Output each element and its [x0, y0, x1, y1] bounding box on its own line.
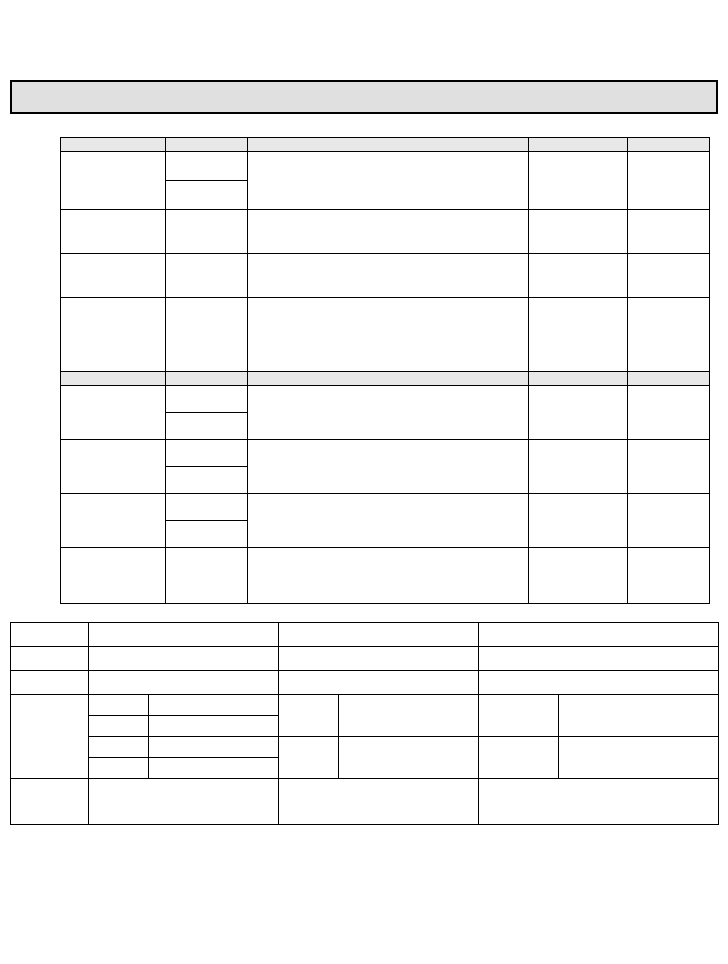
contact-row — [14, 921, 714, 933]
hotel-name-2 — [279, 623, 479, 647]
hotel-name-row — [11, 623, 719, 647]
price3-value — [559, 737, 719, 779]
price1-period — [89, 695, 149, 716]
route-price-table — [60, 137, 710, 604]
meals-row — [11, 779, 719, 825]
price-row — [11, 737, 719, 758]
col-meals-2 — [627, 372, 710, 386]
price1-period — [89, 737, 149, 758]
price-cell — [165, 494, 248, 548]
meals-cell — [627, 254, 710, 298]
spots-cell — [248, 254, 529, 298]
header — [0, 0, 728, 82]
meals-cell — [627, 210, 710, 254]
lodging-cell — [528, 548, 627, 604]
table-row — [61, 548, 710, 604]
route-cell — [61, 548, 166, 604]
col-route — [61, 138, 166, 152]
spots-cell — [248, 386, 529, 440]
hotel-type-3 — [479, 647, 719, 671]
hotel-name-3 — [479, 623, 719, 647]
hotel-name-1 — [89, 623, 279, 647]
col-spots-2 — [248, 372, 529, 386]
price-cell — [165, 440, 248, 494]
contact-list — [14, 884, 714, 958]
meals-cell — [627, 548, 710, 604]
spots-cell — [248, 298, 529, 372]
price1-period — [89, 758, 149, 779]
price1-value — [149, 695, 279, 716]
price3-period — [479, 737, 559, 779]
price3-value — [559, 695, 719, 737]
route-cell — [61, 210, 166, 254]
lodging-cell — [528, 152, 627, 210]
spots-cell — [248, 494, 529, 548]
price2-period — [279, 737, 339, 779]
room-type-row — [11, 671, 719, 695]
contact-row — [14, 884, 714, 896]
table-row — [61, 254, 710, 298]
contact-row — [14, 933, 714, 945]
spots-cell — [248, 152, 529, 210]
lodging-cell — [528, 440, 627, 494]
meals-cell — [627, 494, 710, 548]
lodging-cell — [528, 210, 627, 254]
meals-cell — [627, 152, 710, 210]
spots-cell — [248, 548, 529, 604]
table-header-row — [61, 138, 710, 152]
hotel-type-row — [11, 647, 719, 671]
hotel-type-2 — [279, 647, 479, 671]
hunan-logo — [570, 4, 725, 76]
col-meals — [627, 138, 710, 152]
price-cell — [165, 386, 248, 440]
route-cell — [61, 440, 166, 494]
price-row — [11, 695, 719, 716]
spots-cell — [248, 210, 529, 254]
price1-period — [89, 716, 149, 737]
contact-row — [14, 896, 714, 908]
price-cell — [165, 298, 248, 372]
meals-cell — [627, 298, 710, 372]
price2-value — [339, 737, 479, 779]
price-cell — [165, 152, 248, 210]
price3-period — [479, 695, 559, 737]
meals-3 — [479, 779, 719, 825]
col-price — [165, 138, 248, 152]
lodging-cell — [528, 494, 627, 548]
hotel-name-label — [11, 623, 89, 647]
price-cell — [165, 210, 248, 254]
route-cell — [61, 386, 166, 440]
contact-row — [14, 909, 714, 921]
license-line — [158, 52, 578, 66]
hotel-type-1 — [89, 647, 279, 671]
price1-value — [149, 716, 279, 737]
hotel-table — [10, 622, 719, 825]
table-row — [61, 210, 710, 254]
route-cell — [61, 298, 166, 372]
route-cell — [61, 494, 166, 548]
price-cell — [165, 548, 248, 604]
col-lodging-2 — [528, 372, 627, 386]
price2-value — [339, 695, 479, 737]
table-subheader-row — [61, 372, 710, 386]
table-row — [61, 386, 710, 440]
room-type-1 — [89, 671, 279, 695]
hotel-type-label — [11, 647, 89, 671]
col-price-2 — [165, 372, 248, 386]
meals-1 — [89, 779, 279, 825]
meals-cell — [627, 440, 710, 494]
col-route-2 — [61, 372, 166, 386]
room-type-3 — [479, 671, 719, 695]
room-type-label — [11, 671, 89, 695]
spots-cell — [248, 440, 529, 494]
table-row — [61, 298, 710, 372]
route-cell — [61, 152, 166, 210]
table-row — [61, 152, 710, 210]
guangxi-logo — [6, 4, 156, 76]
meals-cell — [627, 386, 710, 440]
greeting-banner — [10, 80, 718, 114]
price1-value — [149, 737, 279, 758]
col-spots — [248, 138, 529, 152]
price1-value — [149, 758, 279, 779]
lodging-cell — [528, 254, 627, 298]
contact-row — [14, 945, 714, 957]
lodging-cell — [528, 386, 627, 440]
table-row — [61, 440, 710, 494]
price2-period — [279, 695, 339, 737]
price-label — [11, 695, 89, 779]
table-row — [61, 494, 710, 548]
meals-label — [11, 779, 89, 825]
route-cell — [61, 254, 166, 298]
lodging-cell — [528, 298, 627, 372]
price-cell — [165, 254, 248, 298]
meals-2 — [279, 779, 479, 825]
col-lodging — [528, 138, 627, 152]
room-type-2 — [279, 671, 479, 695]
